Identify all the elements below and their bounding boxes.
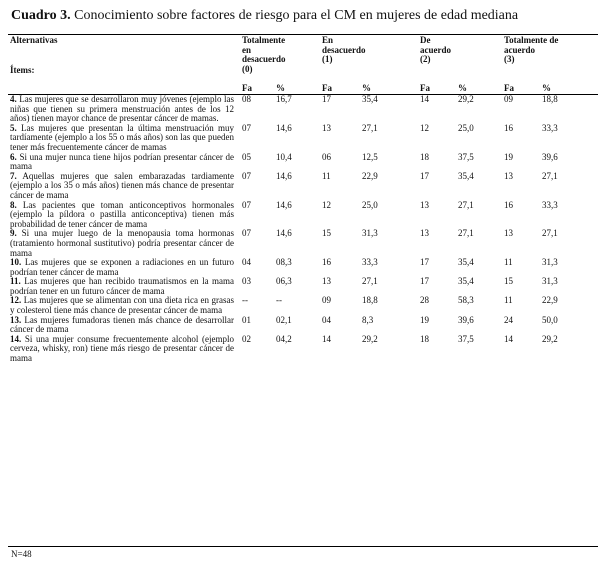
subheader-fa: Fa xyxy=(420,83,430,93)
cell-pct: 27,1 xyxy=(362,276,378,287)
cell-pct: 39,6 xyxy=(458,314,474,325)
cell-fa: 18 xyxy=(420,151,429,162)
cell-fa: 12 xyxy=(322,199,331,210)
header-de-acuerdo: De acuerdo (2) xyxy=(420,35,451,65)
cell-fa: 19 xyxy=(504,151,513,162)
cell-pct: 35,4 xyxy=(458,170,474,181)
item-number: 8. xyxy=(10,199,17,210)
cell-pct: 29,2 xyxy=(542,333,558,344)
table-row xyxy=(8,229,598,258)
item-text xyxy=(8,296,240,315)
cell-pct: 18,8 xyxy=(542,94,558,104)
item-number: 6. xyxy=(10,151,17,162)
cell-fa: 04 xyxy=(242,257,251,268)
cell-fa: 13 xyxy=(322,122,331,133)
cell-fa: 15 xyxy=(504,276,513,287)
item-text xyxy=(8,277,240,296)
cell-pct: 37,5 xyxy=(458,151,474,162)
table-row xyxy=(8,153,598,172)
cell-pct: 33,3 xyxy=(362,257,378,268)
cell-fa: 11 xyxy=(504,295,513,306)
cell-pct: 39,6 xyxy=(542,151,558,162)
cell-fa: 03 xyxy=(242,276,251,287)
item-number: 4. xyxy=(10,94,17,104)
risk-factor-table xyxy=(8,36,598,364)
cell-pct: 29,2 xyxy=(362,333,378,344)
cell-fa: 05 xyxy=(242,151,251,162)
cell-pct: 02,1 xyxy=(276,314,292,325)
cell-fa: 07 xyxy=(242,122,251,133)
table-row xyxy=(8,124,598,153)
cell-fa: 13 xyxy=(504,170,513,181)
item-text xyxy=(8,153,240,172)
item-statement: Aquellas mujeres que salen embarazadas tardiamente (ejemplo a los 35 o más años) tienen más chance de presentar cáncer de mama xyxy=(10,170,234,200)
cell-pct: 14,6 xyxy=(276,170,292,181)
header-totalmente-desacuerdo: Totalmente en desacuerdo (0) xyxy=(242,35,286,74)
cell-fa: 14 xyxy=(420,94,429,104)
item-statement: Si una mujer consume frecuentemente alcohol (ejemplo cerveza, whisky, ron) tiene más riesgo de presentar cáncer de mama xyxy=(10,333,234,364)
item-text xyxy=(8,124,240,153)
item-number: 10. xyxy=(10,257,22,268)
cell-fa: 13 xyxy=(322,276,331,287)
item-statement: Las mujeres que se alimentan con una dieta rica en grasas y colesterol tiene más chance de presentar cáncer de mama xyxy=(10,295,234,316)
cell-pct: 06,3 xyxy=(276,276,292,287)
cell-pct: 27,1 xyxy=(458,228,474,239)
cell-pct: 37,5 xyxy=(458,333,474,344)
cell-fa: 16 xyxy=(322,257,331,268)
item-statement: Las mujeres que presentan la última menstruación muy tardíamente (ejemplo a los 55 o más años) son las que pueden tener más frecuentemente cáncer de mamas xyxy=(10,122,234,152)
subheader-fa: Fa xyxy=(322,83,332,93)
cell-fa: 17 xyxy=(420,170,429,181)
cell-fa: 12 xyxy=(420,122,429,133)
item-text xyxy=(8,258,240,277)
cell-pct: 10,4 xyxy=(276,151,292,162)
cell-fa: 28 xyxy=(420,295,429,306)
cell-fa: 16 xyxy=(504,199,513,210)
cell-pct: 58,3 xyxy=(458,295,474,306)
item-statement: Las mujeres que se desarrollaron muy jóvenes (ejemplo las niñas que tienen su primera menstruación antes de los 12 años) tienen mayor chance de presentar cáncer de mamas. xyxy=(10,94,235,124)
item-statement: Las pacientes que toman anticonceptivos hormonales (ejemplo la píldora o pastilla anticonceptiva) tienen más probabilidad de tener cáncer de mama xyxy=(10,199,234,229)
table-row xyxy=(8,277,598,296)
cell-pct: 14,6 xyxy=(276,199,292,210)
cell-fa: 16 xyxy=(504,122,513,133)
cell-fa: 17 xyxy=(420,276,429,287)
cell-pct: 27,1 xyxy=(458,199,474,210)
cell-fa: 08 xyxy=(242,94,251,104)
subheader-pct: % xyxy=(362,83,371,93)
table-row xyxy=(8,172,598,201)
table-row xyxy=(8,335,598,364)
subheader-pct: % xyxy=(542,83,551,93)
cell-pct: 33,3 xyxy=(542,199,558,210)
item-number: 5. xyxy=(10,122,17,133)
item-number: 12. xyxy=(10,295,22,306)
header-totalmente-acuerdo: Totalmente de acuerdo (3) xyxy=(504,35,559,65)
cell-pct: 50,0 xyxy=(542,314,558,325)
table-row xyxy=(8,95,598,124)
cell-fa: 09 xyxy=(504,94,513,104)
cell-fa: 15 xyxy=(322,228,331,239)
item-statement: Si una mujer nunca tiene hijos podrían presentar cáncer de mama xyxy=(10,151,235,172)
bottom-rule xyxy=(8,546,598,547)
cell-fa: 07 xyxy=(242,228,251,239)
item-text xyxy=(8,335,240,364)
cell-pct: 31,3 xyxy=(542,276,558,287)
table-row xyxy=(8,316,598,335)
cell-pct: 25,0 xyxy=(362,199,378,210)
cell-pct: 35,4 xyxy=(362,94,378,104)
cell-pct: 27,1 xyxy=(542,228,558,239)
table-row xyxy=(8,258,598,277)
cell-fa: 01 xyxy=(242,314,251,325)
item-number: 13. xyxy=(10,314,22,325)
cell-fa: 04 xyxy=(322,314,331,325)
table-caption xyxy=(11,8,518,24)
cell-fa: 09 xyxy=(322,295,331,306)
sample-size-note: N=48 xyxy=(11,549,32,559)
cell-fa: 18 xyxy=(420,333,429,344)
cell-pct: 14,6 xyxy=(276,228,292,239)
item-statement: Si una mujer luego de la menopausia toma hormonas (tratamiento hormonal sustitutivo) podría presentar cáncer de mama xyxy=(10,228,234,258)
cell-pct: 14,6 xyxy=(276,122,292,133)
item-number: 9. xyxy=(10,228,17,239)
cell-fa: 02 xyxy=(242,333,251,344)
cell-pct: 22,9 xyxy=(362,170,378,181)
cell-pct: 31,3 xyxy=(362,228,378,239)
cell-pct: 08,3 xyxy=(276,257,292,268)
table-row xyxy=(8,201,598,230)
cell-fa: 17 xyxy=(322,94,331,104)
table-row xyxy=(8,296,598,315)
item-statement: Las mujeres que se exponen a radiaciones en un futuro podrían tener cáncer de mama xyxy=(10,257,235,277)
item-number: 14. xyxy=(10,333,22,344)
subheader-fa: Fa xyxy=(242,83,252,93)
caption-title: Conocimiento sobre factores de riesgo para el CM en mujeres de edad mediana xyxy=(74,8,519,23)
cell-fa: 11 xyxy=(504,257,513,268)
cell-fa: 06 xyxy=(322,151,331,162)
cell-fa: 07 xyxy=(242,170,251,181)
cell-fa: 24 xyxy=(504,314,513,325)
cell-fa: 14 xyxy=(504,333,513,344)
cell-pct: 04,2 xyxy=(276,333,292,344)
item-text xyxy=(8,229,240,258)
item-text xyxy=(8,201,240,230)
cell-fa: 13 xyxy=(504,228,513,239)
item-text xyxy=(8,172,240,201)
cell-pct: 35,4 xyxy=(458,276,474,287)
cell-pct: 29,2 xyxy=(458,94,474,104)
cell-pct: 22,9 xyxy=(542,295,558,306)
cell-pct: 12,5 xyxy=(362,151,378,162)
header-row xyxy=(8,36,598,84)
cell-pct: 35,4 xyxy=(458,257,474,268)
cell-pct: 33,3 xyxy=(542,122,558,133)
cell-pct: 27,1 xyxy=(362,122,378,133)
cell-fa: -- xyxy=(242,295,248,306)
subheader-pct: % xyxy=(458,83,467,93)
item-text xyxy=(8,316,240,335)
subheader-fa: Fa xyxy=(504,83,514,93)
cell-pct: 31,3 xyxy=(542,257,558,268)
item-statement: Las mujeres que han recibido traumatismos en la mama podrían tener en un futuro cáncer de mama xyxy=(10,276,234,296)
cell-pct: 18,8 xyxy=(362,295,378,306)
cell-pct: 8,3 xyxy=(362,314,374,325)
cell-pct: -- xyxy=(276,295,282,306)
caption-number: Cuadro 3. xyxy=(11,8,71,23)
cell-pct: 27,1 xyxy=(542,170,558,181)
item-statement: Las mujeres fumadoras tienen más chance de desarrollar cáncer de mama xyxy=(10,314,234,335)
cell-pct: 16,7 xyxy=(276,94,292,104)
item-number: 7. xyxy=(10,170,17,181)
cell-fa: 19 xyxy=(420,314,429,325)
item-number: 11. xyxy=(10,276,21,287)
cell-fa: 14 xyxy=(322,333,331,344)
header-items: Ítems: xyxy=(10,64,35,75)
cell-fa: 11 xyxy=(322,170,331,181)
header-alternativas: Alternativas xyxy=(10,35,58,45)
cell-pct: 25,0 xyxy=(458,122,474,133)
cell-fa: 13 xyxy=(420,199,429,210)
item-text xyxy=(8,95,240,124)
header-en-desacuerdo: En desacuerdo (1) xyxy=(322,35,366,65)
cell-fa: 17 xyxy=(420,257,429,268)
cell-fa: 07 xyxy=(242,199,251,210)
cell-fa: 13 xyxy=(420,228,429,239)
subheader-pct: % xyxy=(276,83,285,93)
